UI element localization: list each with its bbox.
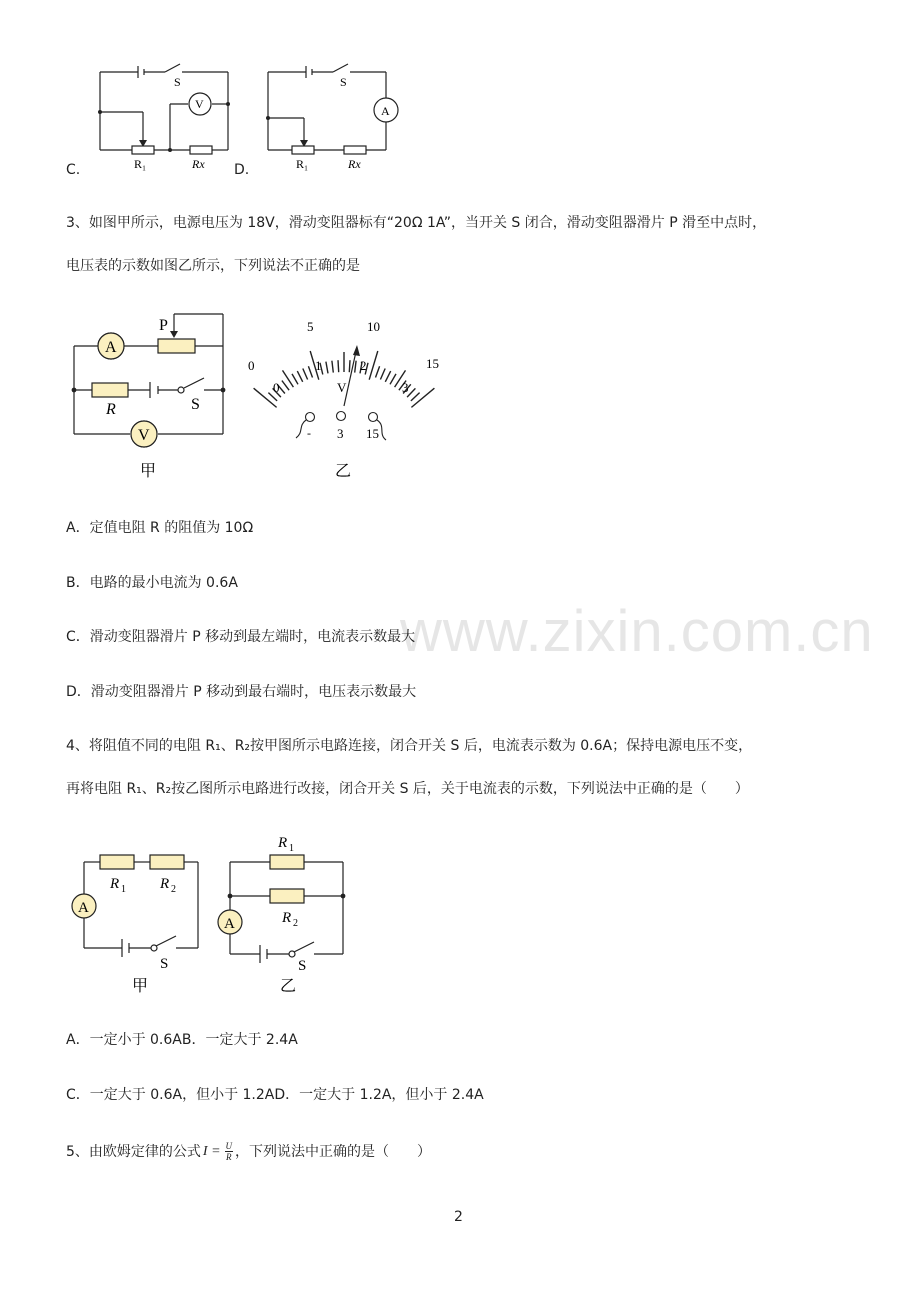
dial-tick: [390, 374, 396, 384]
dial-upper-tick-15: 15: [426, 356, 439, 371]
q2-d-switch-label: S: [340, 75, 347, 89]
q2-d-r1-label: R₁: [296, 157, 309, 171]
dial-unit-label: V: [337, 380, 347, 395]
dial-tick: [292, 374, 298, 384]
dial-upper-tick-10: 10: [367, 319, 380, 334]
q5-formula-lhs: I =: [202, 1143, 221, 1159]
q5-stem-prefix: 5、由欧姆定律的公式: [66, 1143, 201, 1160]
dial-tick: [338, 360, 339, 372]
q4-yi-r1-sub: 1: [289, 843, 294, 854]
q3-option-c: C．滑动变阻器滑片 P 移动到最左端时，电流表示数最大: [66, 629, 416, 645]
q3-jia-slider-label: P: [159, 317, 168, 334]
q3-jia-resistor-label: R: [106, 401, 116, 418]
q4-jia-caption: 甲: [132, 978, 149, 995]
q3-stem-line1: 3、如图甲所示，电源电压为 18V，滑动变阻器标有“20Ω 1A”，当开关 S 闭合，滑动变阻器滑片 P 滑至中点时，: [66, 215, 767, 231]
q4-jia-r1-label: R: [110, 876, 120, 892]
q2-c-r1-label: R₁: [134, 157, 147, 171]
q5-stem: [66, 1141, 431, 1162]
dial-lower-tick-3: 3: [402, 380, 409, 395]
q2-d-ammeter-label: A: [381, 104, 390, 118]
dial-tick: [385, 371, 390, 382]
q4-jia-r2-sub: 2: [171, 884, 176, 895]
q5-formula-numerator: U: [225, 1141, 233, 1151]
q3-stem-line2: 电压表的示数如图乙所示，下列说法不正确的是: [66, 258, 360, 274]
q2-option-c-label: C.: [66, 162, 81, 178]
q4-figure-yi: [210, 828, 360, 998]
dial-terminal-neg: -: [307, 426, 311, 440]
q4-yi-r2-label: R: [282, 910, 292, 926]
q4-jia-r1-sub: 1: [121, 884, 126, 895]
dial-lower-tick-1: 1: [315, 358, 322, 373]
dial-tick: [303, 369, 308, 380]
q3-jia-switch-label: S: [191, 396, 200, 413]
q5-stem-suffix: ，下列说法中正确的是（ ）: [235, 1143, 432, 1160]
q4-yi-r1-label: R: [278, 835, 288, 851]
q3-figure-yi-voltmeter-dial: [240, 314, 450, 484]
dial-tick: [355, 361, 356, 373]
dial-terminal-15: 15: [366, 426, 379, 441]
dial-tick: [326, 362, 328, 374]
q3-jia-voltmeter-label: V: [138, 427, 150, 444]
q4-jia-r2-label: R: [160, 876, 170, 892]
q4-stem-line1: 4、将阻值不同的电阻 R₁、R₂按甲图所示电路连接，闭合开关 S 后，电流表示数为 0.6A；保持电源电压不变，: [66, 738, 753, 754]
q3-figure-jia: [66, 308, 236, 486]
dial-tick: [411, 393, 420, 401]
q4-yi-r2-sub: 2: [293, 918, 298, 929]
dial-terminal-3: 3: [337, 426, 344, 441]
dial-tick: [308, 366, 312, 377]
q2-d-rx-label: Rx: [348, 157, 361, 171]
q4-stem-line2: 再将电阻 R₁、R₂按乙图所示电路进行改接，闭合开关 S 后，关于电流表的示数，下列说法中正确的是（ ）: [66, 781, 749, 797]
q4-options-line1: A．一定小于 0.6AB．一定大于 2.4A: [66, 1032, 298, 1048]
q3-option-a: A．定值电阻 R 的阻值为 10Ω: [66, 520, 254, 536]
q2-option-c-circuit: [90, 58, 240, 178]
q4-jia-switch-label: S: [160, 956, 169, 972]
dial-tick: [282, 381, 289, 391]
dial-tick: [297, 371, 302, 382]
dial-tick: [349, 360, 350, 372]
dial-lower-tick-2: 2: [360, 358, 367, 373]
q3-option-b: B．电路的最小电流为 0.6A: [66, 575, 238, 591]
q5-formula-denominator: R: [226, 1152, 232, 1162]
dial-tick: [332, 361, 333, 373]
dial-upper-tick-5: 5: [307, 319, 314, 334]
q3-jia-caption: 甲: [140, 463, 157, 480]
q4-yi-caption: 乙: [280, 978, 297, 995]
q3-yi-caption: 乙: [335, 463, 352, 480]
q4-options-line2: C．一定大于 0.6A，但小于 1.2AD．一定大于 1.2A，但小于 2.4A: [66, 1087, 484, 1103]
dial-lower-tick-0: 0: [273, 380, 280, 395]
q4-jia-ammeter-label: A: [78, 900, 89, 916]
dial-tick: [380, 369, 385, 380]
q2-option-d-circuit: [258, 58, 408, 178]
page-number: 2: [454, 1209, 463, 1225]
dial-tick: [376, 366, 380, 377]
q2-c-voltmeter-label: V: [195, 97, 204, 111]
q3-option-d: D．滑动变阻器滑片 P 移动到最右端时，电压表示数最大: [66, 684, 417, 700]
q2-option-d-label: D.: [234, 162, 250, 178]
q4-figure-jia: [66, 828, 206, 998]
q4-yi-ammeter-label: A: [224, 916, 235, 932]
q4-yi-switch-label: S: [298, 958, 307, 974]
q3-jia-ammeter-label: A: [105, 339, 117, 356]
watermark: www.zixin.com.cn: [400, 599, 874, 664]
q5-formula-fraction: [225, 1141, 234, 1162]
q2-c-switch-label: S: [174, 75, 181, 89]
dial-upper-tick-0: 0: [248, 358, 255, 373]
q2-c-rx-label: Rx: [192, 157, 205, 171]
dial-needle: [344, 347, 357, 406]
